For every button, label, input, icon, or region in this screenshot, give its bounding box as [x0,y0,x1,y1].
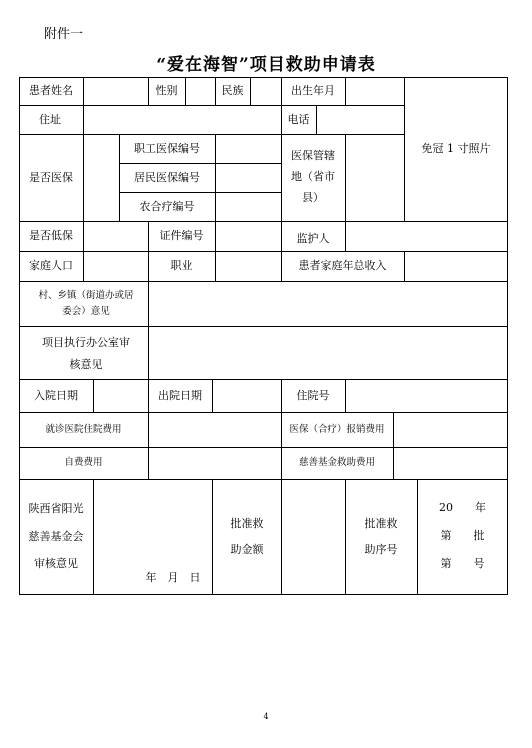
hospital-no-label: 住院号 [296,388,330,402]
reimbursement-label: 医保（合疗）报销费用 [289,423,385,435]
occupation-label: 职业 [170,259,193,273]
rule [250,77,251,105]
date-line: 年 月 日 [145,571,201,585]
rule [93,379,94,412]
gender-label: 性别 [155,84,178,98]
rule [148,281,149,379]
rule [316,105,317,134]
rule [281,134,282,221]
self-paid-label: 自费费用 [64,457,103,469]
rule [93,479,94,594]
rule [19,251,508,252]
rule [83,134,84,221]
family-size-label: 家庭人口 [29,259,73,273]
insurance-region-label: 医保管辖地（省市县） [291,149,335,204]
village-opinion-label: 村、乡镇（街道办或居委会）意见 [38,290,134,317]
foundation-opinion-label: 陕西省阳光慈善基金会审核意见 [28,502,84,571]
patient-name-label: 患者姓名 [29,84,73,98]
rule [212,379,213,412]
resident-insurance-label: 居民医保编号 [134,170,200,184]
rule [185,77,186,105]
employee-insurance-label: 职工医保编号 [134,141,200,155]
page-number: 4 [263,712,269,721]
discharge-date-label: 出院日期 [158,388,202,402]
charity-aid-label: 慈善基金救助费用 [298,457,375,469]
photo-placeholder: 免冠 1 寸照片 [421,142,491,156]
rule [345,134,346,221]
attachment-label: 附件一 [44,27,84,42]
insured-label: 是否医保 [29,170,73,184]
rule [215,134,216,221]
rule [19,326,508,327]
low-income-label: 是否低保 [29,229,73,243]
rule [404,251,405,281]
rule [215,221,216,281]
rule [83,221,84,281]
rule [83,105,84,134]
rural-coop-label: 农合疗编号 [139,199,195,213]
address-label: 住址 [39,112,61,126]
certificate-no-label: 证件编号 [159,229,204,243]
rule [393,412,394,479]
ethnicity-label: 民族 [221,84,244,98]
rule [345,77,346,105]
rule [345,479,346,594]
batch-seq-line: 第 号 [440,557,485,571]
rule [345,379,346,412]
admission-date-label: 入院日期 [34,388,78,402]
rule [19,594,508,595]
rule [345,221,346,251]
approved-seq-label: 批准救助序号 [364,517,398,556]
rule [148,412,149,479]
rule [281,479,282,594]
rule [83,77,84,105]
batch-year-line: 20 年 [439,501,486,515]
batch-number-line: 第 批 [440,529,485,543]
guardian-label: 监护人 [296,232,330,246]
form-title: “爱在海智”项目救助申请表 [156,55,376,75]
family-income-label: 患者家庭年总收入 [298,259,387,273]
rule [507,77,508,594]
birth-date-label: 出生年月 [291,84,335,98]
office-opinion-label: 项目执行办公室审核意见 [42,335,130,371]
phone-label: 电话 [287,112,310,126]
approved-amount-label: 批准救助金额 [230,517,264,556]
rule [19,221,508,222]
hospital-fee-label: 就诊医院住院费用 [45,423,122,435]
